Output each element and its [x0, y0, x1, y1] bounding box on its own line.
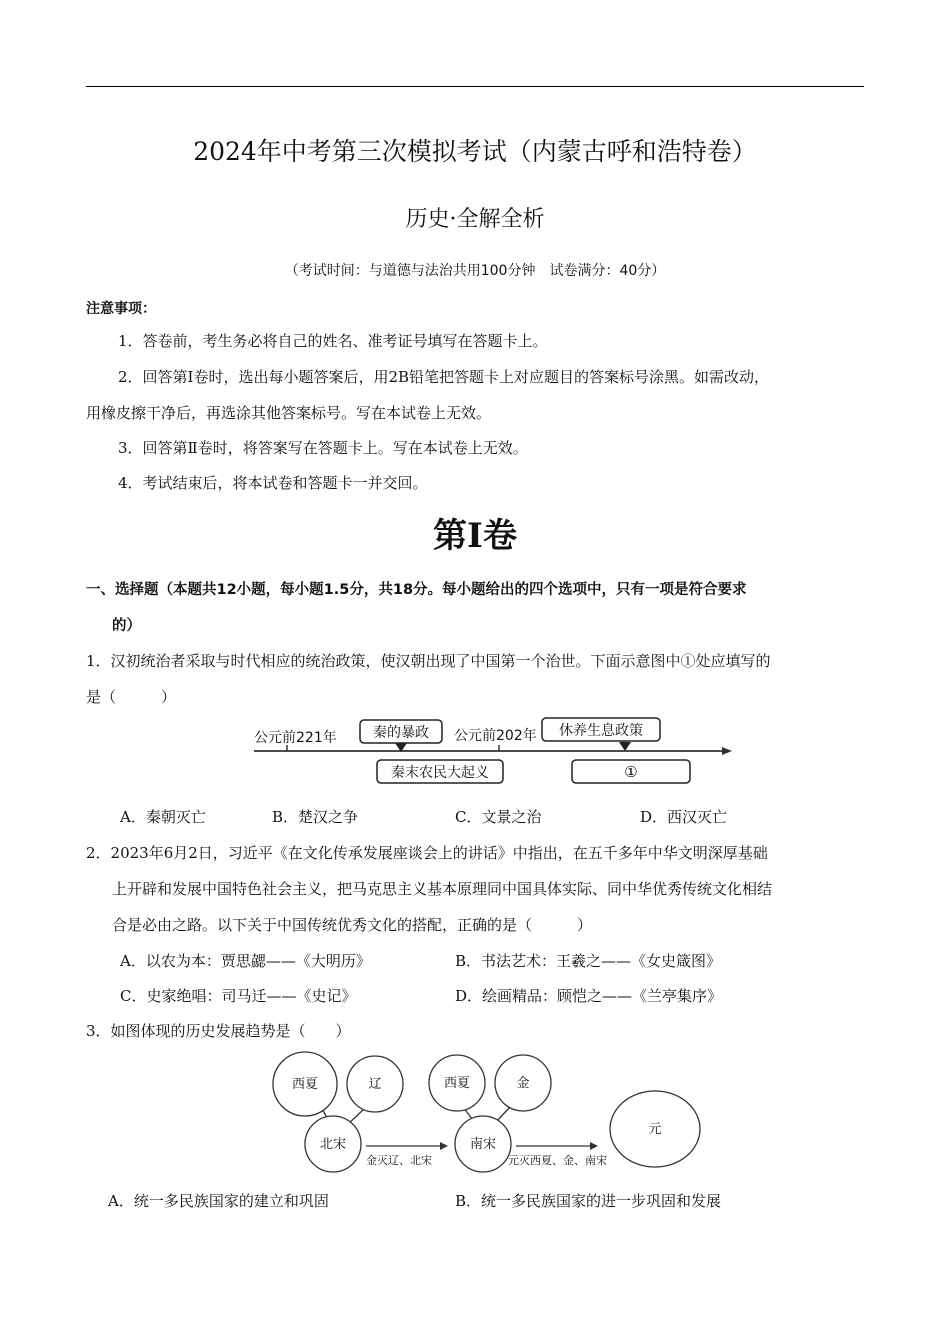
q3-option-a[interactable]: A．统一多民族国家的建立和巩固	[108, 1192, 329, 1210]
q1-timeline-diagram	[240, 712, 740, 792]
label-beisong: 北宋	[319, 1137, 347, 1152]
section-intro-line-1: 一、选择题（本题共12小题，每小题1.5分，共18分。每小题给出的四个选项中，只有一项是符合要求	[86, 582, 747, 598]
box-blank-answer-label: ①	[624, 763, 638, 781]
marker-rest-policy	[619, 742, 631, 751]
notice-item-2-line-1: 2．回答第Ⅰ卷时，选出每小题答案后，用2B铅笔把答题卡上对应题目的答案标号涂黑。如需改动，	[118, 368, 770, 386]
label-nansong: 南宋	[469, 1137, 497, 1152]
label-xixia-2: 西夏	[443, 1076, 471, 1091]
exam-subtitle: 历史·全解全析	[405, 207, 545, 232]
q1-option-c[interactable]: C．文景之治	[455, 808, 542, 826]
q3-stem: 3．如图体现的历史发展趋势是（ ）	[86, 1022, 351, 1040]
notice-heading: 注意事项：	[86, 301, 156, 317]
q2-option-a[interactable]: A．以农为本：贾思勰——《大明历》	[120, 952, 371, 970]
q3-dynasty-diagram	[268, 1050, 708, 1174]
arrow-2-head	[590, 1142, 598, 1150]
section-intro-line-2: 的）	[112, 618, 141, 634]
label-yuan: 元	[648, 1122, 662, 1137]
arrow-2-label: 元灭西夏、金、南宋	[508, 1154, 607, 1167]
q1-option-d[interactable]: D．西汉灭亡	[640, 808, 728, 826]
arrow-1-head	[440, 1142, 448, 1150]
exam-title: 2024年中考第三次模拟考试（内蒙古呼和浩特卷）	[193, 137, 757, 166]
notice-item-1: 1．答卷前，考生务必将自己的姓名、准考证号填写在答题卡上。	[118, 332, 548, 350]
q2-option-d[interactable]: D．绘画精品：顾恺之——《兰亭集序》	[455, 987, 723, 1005]
q1-stem-line-2: 是（ ）	[86, 688, 177, 706]
q2-option-b[interactable]: B．书法艺术：王羲之——《女史箴图》	[455, 952, 722, 970]
timeline-label-202: 公元前202年	[454, 728, 537, 744]
q2-stem-line-3: 合是必由之路。以下关于中国传统优秀文化的搭配，正确的是（ ）	[112, 916, 593, 934]
timeline-label-221: 公元前221年	[254, 730, 337, 746]
label-xixia: 西夏	[291, 1077, 319, 1092]
arrow-1-label: 金灭辽、北宋	[366, 1154, 432, 1167]
box-qin-tyranny-label: 秦的暴政	[373, 725, 429, 741]
timeline-arrowhead	[722, 747, 732, 755]
box-rest-policy-label: 休养生息政策	[559, 723, 643, 739]
notice-item-4: 4．考试结束后，将本试卷和答题卡一并交回。	[118, 474, 428, 492]
notice-item-2-line-2: 用橡皮擦干净后，再选涂其他答案标号。写在本试卷上无效。	[86, 404, 492, 422]
box-peasant-uprising-label: 秦末农民大起义	[391, 765, 489, 781]
q1-stem-line-1: 1．汉初统治者采取与时代相应的统治政策，使汉朝出现了中国第一个治世。下面示意图中①处应填写的	[86, 652, 771, 670]
section-title: 第Ⅰ卷	[433, 516, 517, 556]
notice-item-3: 3．回答第Ⅱ卷时，将答案写在答题卡上。写在本试卷上无效。	[118, 439, 528, 457]
q3-option-b[interactable]: B．统一多民族国家的进一步巩固和发展	[455, 1192, 722, 1210]
q1-option-b[interactable]: B．楚汉之争	[272, 808, 359, 826]
exam-meta: （考试时间：与道德与法治共用100分钟 试卷满分：40分）	[284, 263, 666, 279]
q1-option-a[interactable]: A．秦朝灭亡	[120, 808, 206, 826]
label-jin: 金	[516, 1076, 530, 1091]
label-liao: 辽	[368, 1077, 382, 1092]
top-rule	[86, 86, 864, 87]
q2-stem-line-2: 上开辟和发展中国特色社会主义，把马克思主义基本原理同中国具体实际、同中华优秀传统文化相结	[112, 880, 773, 898]
q2-stem-line-1: 2．2023年6月2日，习近平《在文化传承发展座谈会上的讲话》中指出，在五千多年中华文明深厚基础	[86, 844, 768, 862]
q2-option-c[interactable]: C．史家绝唱：司马迁——《史记》	[120, 987, 357, 1005]
